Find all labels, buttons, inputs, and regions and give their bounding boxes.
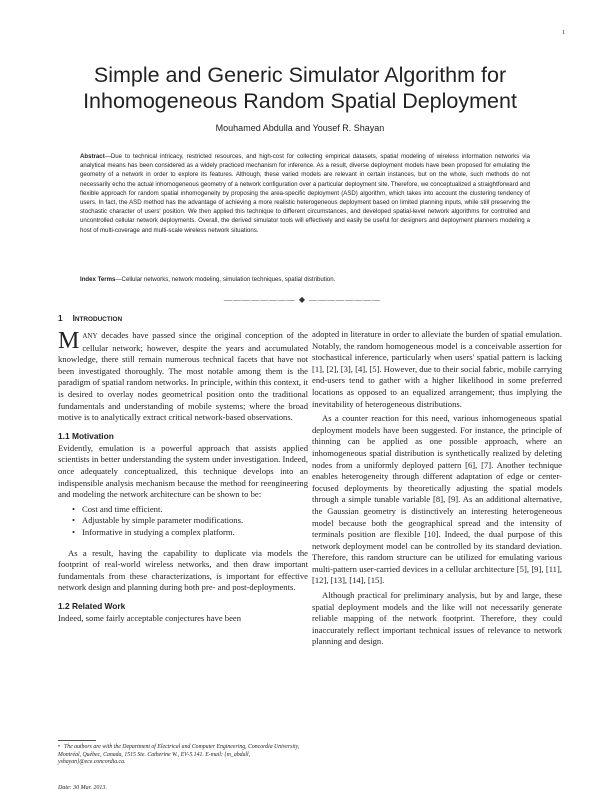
right-paragraph-2: As a counter reaction for this need, various inhomogeneous spatial deployment models have been suggested. For instance, the principle of thinning can be applied as one possible approach, where an inhomogeneous spatial distribution is synthetically realized by deleting nodes from a uniformly deployed pattern [6], [7]. Another technique enables heterogeneity through different adaptation of edge or center-focused deployments by theoretically adjusting the spatial models through a simple tunable variable [8], [9]. As an additional alternative, the Gaussian geometry is distinctively an interesting heterogeneous model because both the geographical spread and the intensity of terminals position are flexible [10]. Indeed, the dual purpose of this network deployment model can be controlled by its standard deviation. Therefore, this random structure can be utilized for emulating various multi-pattern user-carried devices in a cellular architecture [5], [9], [11], [12], [13], [14], [15]. xyxy=(312,413,562,586)
section-separator: ———————— ◆ ———————— xyxy=(223,295,382,304)
related-work-paragraph-1: Indeed, some fairly acceptable conjectures have been xyxy=(58,612,241,623)
index-terms-text: —Cellular networks, network modeling, simulation techniques, spatial distribution. xyxy=(115,276,336,283)
first-word-rest: ANY xyxy=(82,332,98,340)
page-number: 1 xyxy=(562,30,565,36)
left-column xyxy=(58,313,308,627)
motivation-bullet-list xyxy=(72,504,308,539)
subsection-related-work-heading: 1.2 Related Work xyxy=(58,600,126,611)
list-item: • Informative in studying a complex platform. xyxy=(72,527,308,539)
intro-text: decades have passed since the original conception of the cellular network; however, despite the years and accumulated knowledge, there still remain numerous technical facets that have not been investigated thoroughly. The most notable among them is the paradigm of spatial random networks. In principle, within this context, it is desired to overlay nodes geometrical position onto the traditional fundamentals and understanding of mobile systems; where the broad motive is to analytically extract critical network-based observations. xyxy=(58,330,308,423)
abstract xyxy=(80,152,530,235)
footnote-text: The authors are with the Department of Electrical and Computer Engineering, Concordia University, Montréal, Québec, Canada, 1515 Ste. Catherine W., EV-5.141. E-mail: {m_abdull, yshayan}@ece.concordia.ca. xyxy=(58,744,300,766)
index-terms xyxy=(80,275,530,284)
section-title-initial: I xyxy=(72,314,75,323)
footnote-divider xyxy=(58,740,96,741)
subsection-motivation-heading: 1.1 Motivation xyxy=(58,430,114,441)
abstract-text: —Due to technical intricacy, restricted resources, and high-cost for collecting empirical datasets, spatial modeling of wireless information networks via analytical means has been considered as a widely practiced mechanism for inference. As a result, diverse deployment models have been proposed for emulating the geometry of a network in order to explore its features. Although, these varied models are relevant in certain instances, but on the whole, such methods do not necessarily echo the actual inhomogeneous geometry of a network configuration over a particular deployment site. Therefore, we conceptualized a straightforward and flexible approach for random spatial inhomogeneity by proposing the area-specific deployment (ASD) algorithm, which takes into account the clustering tendency of users. In fact, the ASD method has the advantage of achieving a more realistic heterogeneous deployment based on limited planning inputs, while still preserving the stochastic character of users' position. We then applied this technique to different circumstances, and developed spatial-level network algorithms for controlled and uncontrolled cellular network deployments. Overall, the derived simulator tools will effectively and easily be useful for designers and deployment planners modeling a host of multi-coverage and multi-scale wireless network situations. xyxy=(80,153,530,234)
footnote-bullet: • xyxy=(58,744,61,750)
index-terms-label: Index Terms xyxy=(80,276,116,283)
section-title-rest: NTRODUCTION xyxy=(74,316,123,323)
title-line-1: Simple and Generic Simulator Algorithm for xyxy=(93,63,507,87)
authors: Mouhamed Abdulla and Yousef R. Shayan xyxy=(215,123,385,133)
motivation-paragraph-1: Evidently, emulation is a powerful approach that assists applied scientists in better understanding the system under investigation. Indeed, once adequately conceptualized, this technique develops into an indispensible analysis mechanism because the method for reengineering and modeling the network architecture can be shown to be: xyxy=(58,442,308,500)
drop-cap: M xyxy=(58,328,80,354)
motivation-paragraph-2: As a result, having the capability to duplicate via models the footprint of real-world wireless networks, and then draw important fundamentals from these characterizations, is important for effective network design and planning during both pre- and post-deployments. xyxy=(58,547,308,593)
title-line-2: Inhomogeneous Random Spatial Deployment xyxy=(83,89,517,113)
section-number: 1 xyxy=(58,314,63,323)
right-column xyxy=(312,329,562,651)
list-item: • Adjustable by simple parameter modifications. xyxy=(72,515,308,527)
intro-paragraph xyxy=(58,330,308,424)
section-heading-introduction xyxy=(58,313,308,326)
manuscript-date: Date: 30 Mar. 2013. xyxy=(58,785,107,791)
paper-title xyxy=(40,62,560,114)
right-paragraph-1: adopted in literature in order to alleviate the burden of spatial emulation. Notably, the random homogeneous model is a conceivable assertion for stochastical inference, particularly when users' spatial pattern is lacking [1], [2], [3], [4], [5]. However, due to their social fabric, mobile carrying end-users tend to gather with a higher likelihood in some preferred locations as opposed to an equalized arrangement; thus implying the inevitability of heterogeneous distributions. xyxy=(312,329,562,409)
right-paragraph-3: Although practical for preliminary analysis, but by and large, these spatial deployment models and the like will not necessarily generate reliable mapping of the network footprint. Therefore, they could inaccurately reflect important technical issues of relevance to network planning and design. xyxy=(312,590,562,647)
author-footnote xyxy=(58,744,303,767)
abstract-label: Abstract xyxy=(80,153,105,160)
list-item: • Cost and time efficient. xyxy=(72,504,308,516)
